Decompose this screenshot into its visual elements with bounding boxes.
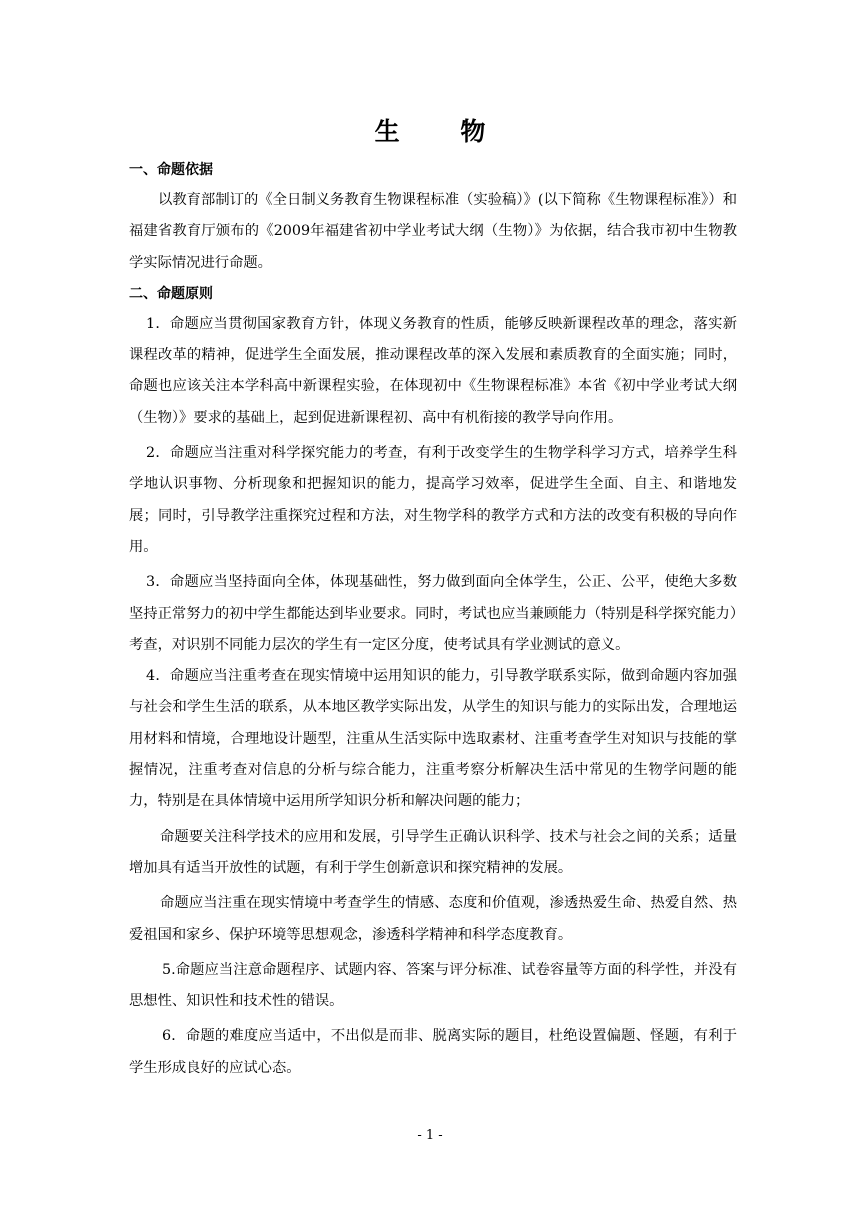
page-title: 生 物 <box>374 117 512 146</box>
document-body <box>129 155 737 1084</box>
section-heading-basis: 一、命题依据 <box>129 162 213 178</box>
paragraph-principle-1: 1．命题应当贯彻国家教育方针，体现义务教育的性质，能够反映新课程改革的理念，落实新课程改革的精神，促进学生全面发展，推动课程改革的深入发展和素质教育的全面实施；同时，命题也应该关注本学科高中新课程实验，在体现初中《生物课程标准》本省《初中学业考试大纲（生物）》要求的基础上，起到促进新课程初、高中有机衔接的教学导向作用。 <box>129 315 737 426</box>
paragraph-principle-5: 5.命题应当注意命题程序、试题内容、答案与评分标准、试卷容量等方面的科学性，并没有思想性、知识性和技术性的错误。 <box>129 961 737 1010</box>
paragraph-principle-4-science: 命题要关注科学技术的应用和发展，引导学生正确认识科学、技术与社会之间的关系；适量增加具有适当开放性的试题，有利于学生创新意识和探究精神的发展。 <box>129 828 737 876</box>
page-number: - 1 - <box>417 1128 443 1143</box>
paragraph-principle-4-values: 命题应当注重在现实情境中考查学生的情感、态度和价值观，渗透热爱生命、热爱自然、热爱祖国和家乡、保护环境等思想观念，渗透科学精神和科学态度教育。 <box>129 895 737 943</box>
paragraph-principle-2: 2．命题应当注重对科学探究能力的考查，有利于改变学生的生物学科学习方式，培养学生科学地认识事物、分析现象和把握知识的能力，提高学习效率，促进学生全面、自主、和谐地发展；同时，引导教学注重探究过程和方法，对生物学科的教学方式和方法的改变有积极的导向作用。 <box>129 445 737 555</box>
section-heading-principles: 二、命题原则 <box>129 285 213 302</box>
paragraph-principle-3: 3．命题应当坚持面向全体，体现基础性，努力做到面向全体学生，公正、公平，使绝大多数坚持正常努力的初中学生都能达到毕业要求。同时，考试也应当兼顾能力（特别是科学探究能力）考查，对识别不同能力层次的学生有一定区分度，使考试具有学业测试的意义。 <box>129 574 737 653</box>
paragraph-principle-4: 4．命题应当注重考查在现实情境中运用知识的能力，引导教学联系实际，做到命题内容加强与社会和学生生活的联系，从本地区教学实际出发，从学生的知识与能力的实际出发，合理地运用材料和情境，合理地设计题型，注重从生活实际中选取素材、注重考查学生对知识与技能的掌握情况，注重考查对信息的分析与综合能力，注重考察分析解决生活中常见的生物学问题的能力，特别是在具体情境中运用所学知识分析和解决问题的能力； <box>129 668 737 810</box>
paragraph-basis: 以教育部制订的《全日制义务教育生物课程标准（实验稿）》(以下简称《生物课程标准》）和福建省教育厅颁布的《2009年福建省初中学业考试大纲（生物）》为依据，结合我市初中生物教学实际情况进行命题。 <box>129 192 737 271</box>
paragraph-principle-6: 6．命题的难度应当适中，不出似是而非、脱离实际的题目，杜绝设置偏题、怪题，有利于学生形成良好的应试心态。 <box>129 1028 737 1076</box>
